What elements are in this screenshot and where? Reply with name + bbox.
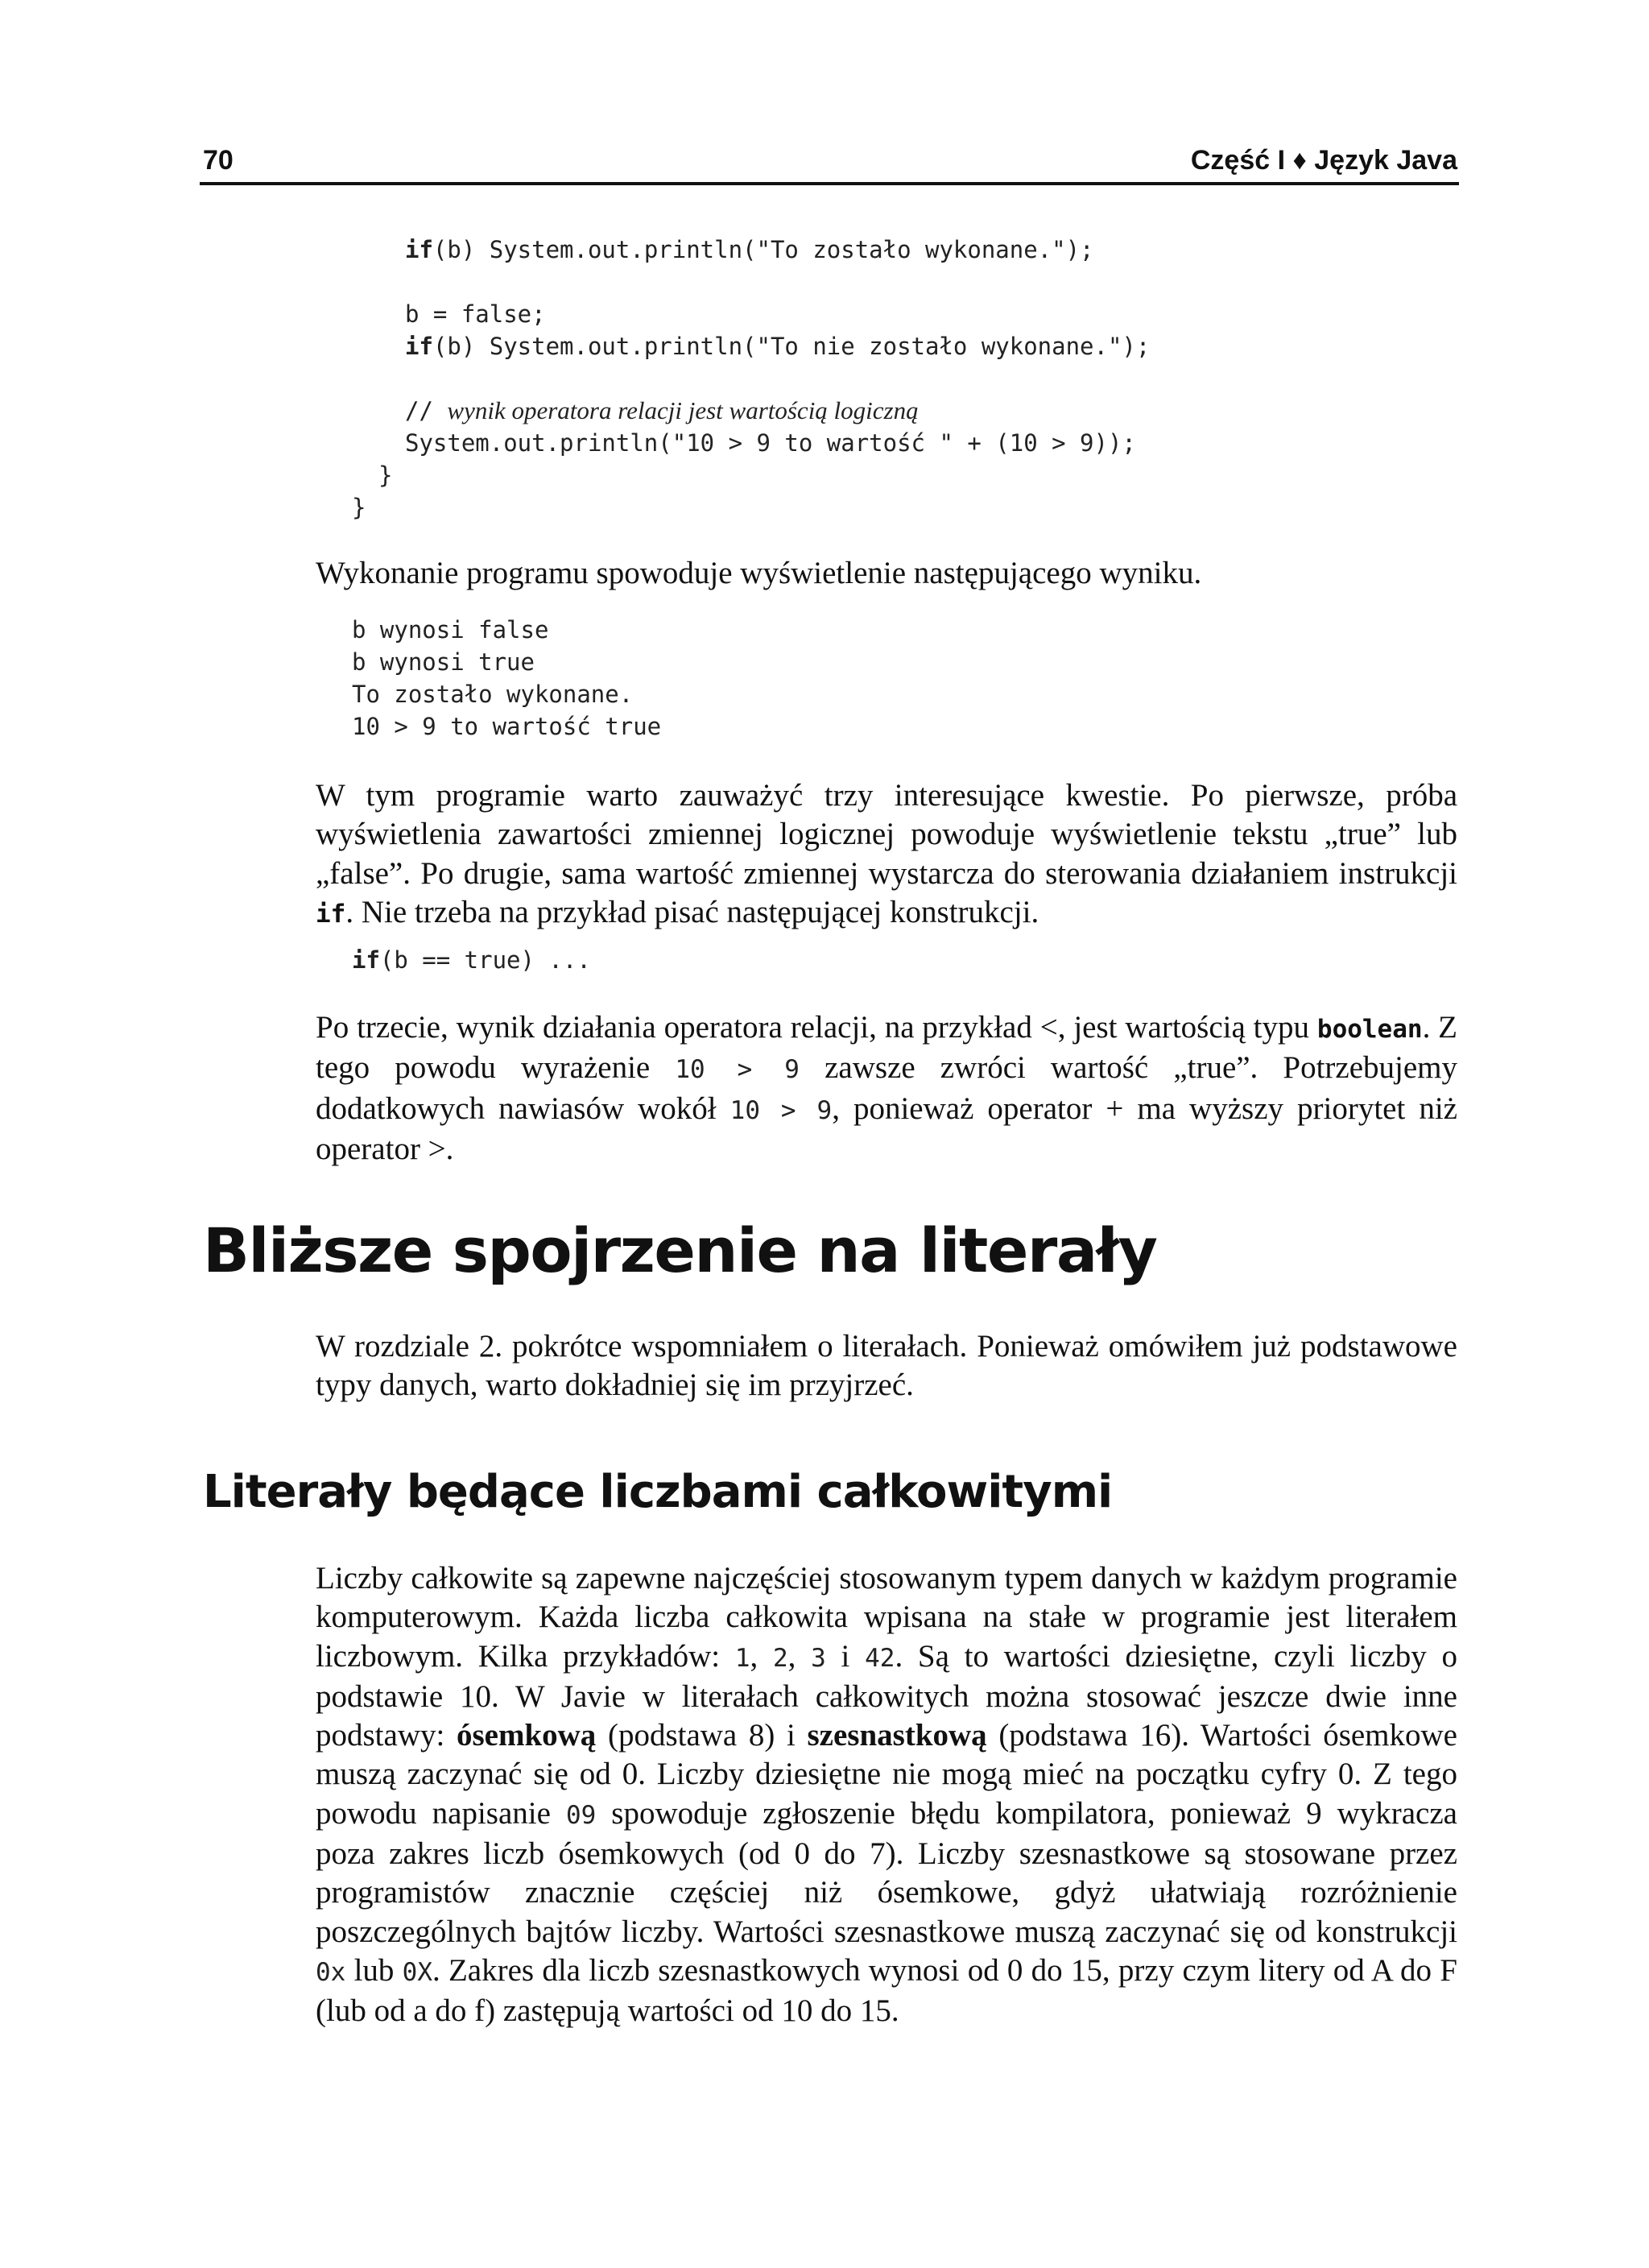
paragraph-text: , ponieważ operator + ma wyższy priorytet niż operator >. [316, 1091, 1457, 1166]
paragraph-section-intro: W rozdziale 2. pokrótce wspomniałem o literałach. Ponieważ omówiłem już podstawowe typy danych, warto dokładniej się im przyjrzeć. [316, 1329, 1457, 1403]
code-text: (b) System.out.println("To nie zostało wykonane."); [432, 333, 1151, 360]
code-comment: wynik operatora relacji jest wartością logiczną [447, 396, 919, 424]
paragraph-text: . Są to wartości dziesiętne, czyli liczby o podstawie 10. W Javie w literałach całkowitych można stosować jeszcze dwie inne podstawy: [316, 1638, 1458, 1753]
output-line4: 10 > 9 to wartość true [352, 713, 662, 740]
paragraph-text: . Nie trzeba na przykład pisać następującej konstrukcji. [345, 894, 1039, 929]
code-snippet-if [352, 944, 591, 976]
code-listing-line1 [405, 234, 1094, 266]
code-keyword: if [405, 333, 433, 360]
code-listing-line6: } [378, 461, 393, 489]
bold-term: ósemkową [456, 1718, 597, 1753]
inline-code: 0X [402, 1957, 432, 1987]
inline-code: boolean [1316, 1015, 1423, 1044]
inline-code: 10 > 9 [729, 1095, 833, 1125]
inline-code: 09 [565, 1800, 597, 1830]
code-listing-line2: b = false; [405, 300, 546, 328]
inline-code: if [316, 899, 346, 929]
paragraph-text: , [787, 1638, 812, 1674]
code-listing-line5: System.out.println("10 > 9 to wartość " + (10 > 9)); [405, 429, 1136, 457]
paragraph-integer-literals [316, 1559, 1457, 2031]
paragraph-intro-output: Wykonanie programu spowoduje wyświetlenie następującego wyniku. [316, 556, 1202, 590]
paragraph-text: Liczby całkowite są zapewne najczęściej stosowanym typem danych w każdym programie komputerowym. Każda liczba całkowita wpisana na stałe w programie jest literałem liczbowym. Kilka przykładów: [316, 1561, 1457, 1674]
section-heading: Bliższe spojrzenie na literały [203, 1215, 1157, 1286]
paragraph-text: . Z tego powodu wyrażenie [316, 1010, 1458, 1086]
inline-code: 0x [316, 1957, 346, 1987]
code-text: (b == true) ... [379, 946, 591, 974]
inline-code: 1 [734, 1643, 750, 1673]
code-listing-line4 [405, 395, 919, 427]
paragraph-text: , [750, 1638, 773, 1674]
paragraph-text: . Zakres dla liczb szesnastkowych wynosi od 0 do 15, przy czym litery od A do F (lub od a do f) zastępują wartości od 10 do 15. [316, 1952, 1457, 2029]
output-line2: b wynosi true [352, 648, 535, 676]
paragraph-text: Po trzecie, wynik działania operatora relacji, na przykład <, jest wartością typu [316, 1010, 1317, 1045]
inline-code: 10 > 9 [675, 1055, 800, 1085]
inline-code: 3 [811, 1643, 826, 1673]
paragraph-observations [316, 776, 1457, 933]
paragraph-text: i [825, 1638, 866, 1674]
paragraph-text: lub [345, 1952, 403, 1988]
comment-slashes: // [405, 397, 448, 424]
bold-term: szesnastkową [807, 1718, 987, 1753]
paragraph-text: (podstawa 8) i [596, 1718, 808, 1753]
inline-code: 2 [772, 1643, 788, 1673]
code-keyword: if [405, 236, 433, 263]
paragraph-text: spowoduje zgłoszenie błędu kompilatora, ponieważ 9 wykracza poza zakres liczb ósemkowych (od 0 do 7). Liczby szesnastkowe są stosowane przez programistów znacznie częściej niż ósemkowe, gdyż ułatwiają rozróżnienie poszczególnych bajtów liczby. Wartości szesnastkowe muszą zaczynać się od konstrukcji [316, 1795, 1457, 1949]
code-listing-line7: } [352, 494, 366, 521]
header-rule [200, 182, 1459, 185]
inline-code: 42 [865, 1643, 895, 1673]
paragraph-text: (podstawa 16). Wartości ósemkowe muszą zaczynać się od 0. Liczby dziesiętne nie mogą mieć na początku cyfry 0. Z tego powodu napisanie [316, 1718, 1457, 1831]
page-number: 70 [203, 145, 234, 176]
code-text: (b) System.out.println("To zostało wykonane."); [432, 236, 1094, 263]
page-header [203, 145, 1457, 187]
output-line1: b wynosi false [352, 616, 549, 644]
output-line3: To zostało wykonane. [352, 681, 634, 708]
code-keyword: if [352, 946, 380, 974]
subsection-heading: Literały będące liczbami całkowitymi [203, 1466, 1113, 1518]
code-listing-line3 [405, 330, 1150, 362]
paragraph-third-point [316, 1008, 1457, 1169]
paragraph-text: W tym programie warto zauważyć trzy interesujące kwestie. Po pierwsze, próba wyświetlenia zawartości zmiennej logicznej powoduje wyświetlenie tekstu „true” lub „false”. Po drugie, sama wartość zmiennej wystarcza do sterowania działaniem instrukcji [316, 778, 1457, 891]
paragraph-text: zawsze zwróci wartość „true”. Potrzebujemy dodatkowych nawiasów wokół [316, 1050, 1458, 1126]
running-title: Część I ♦ Język Java [1190, 145, 1457, 176]
